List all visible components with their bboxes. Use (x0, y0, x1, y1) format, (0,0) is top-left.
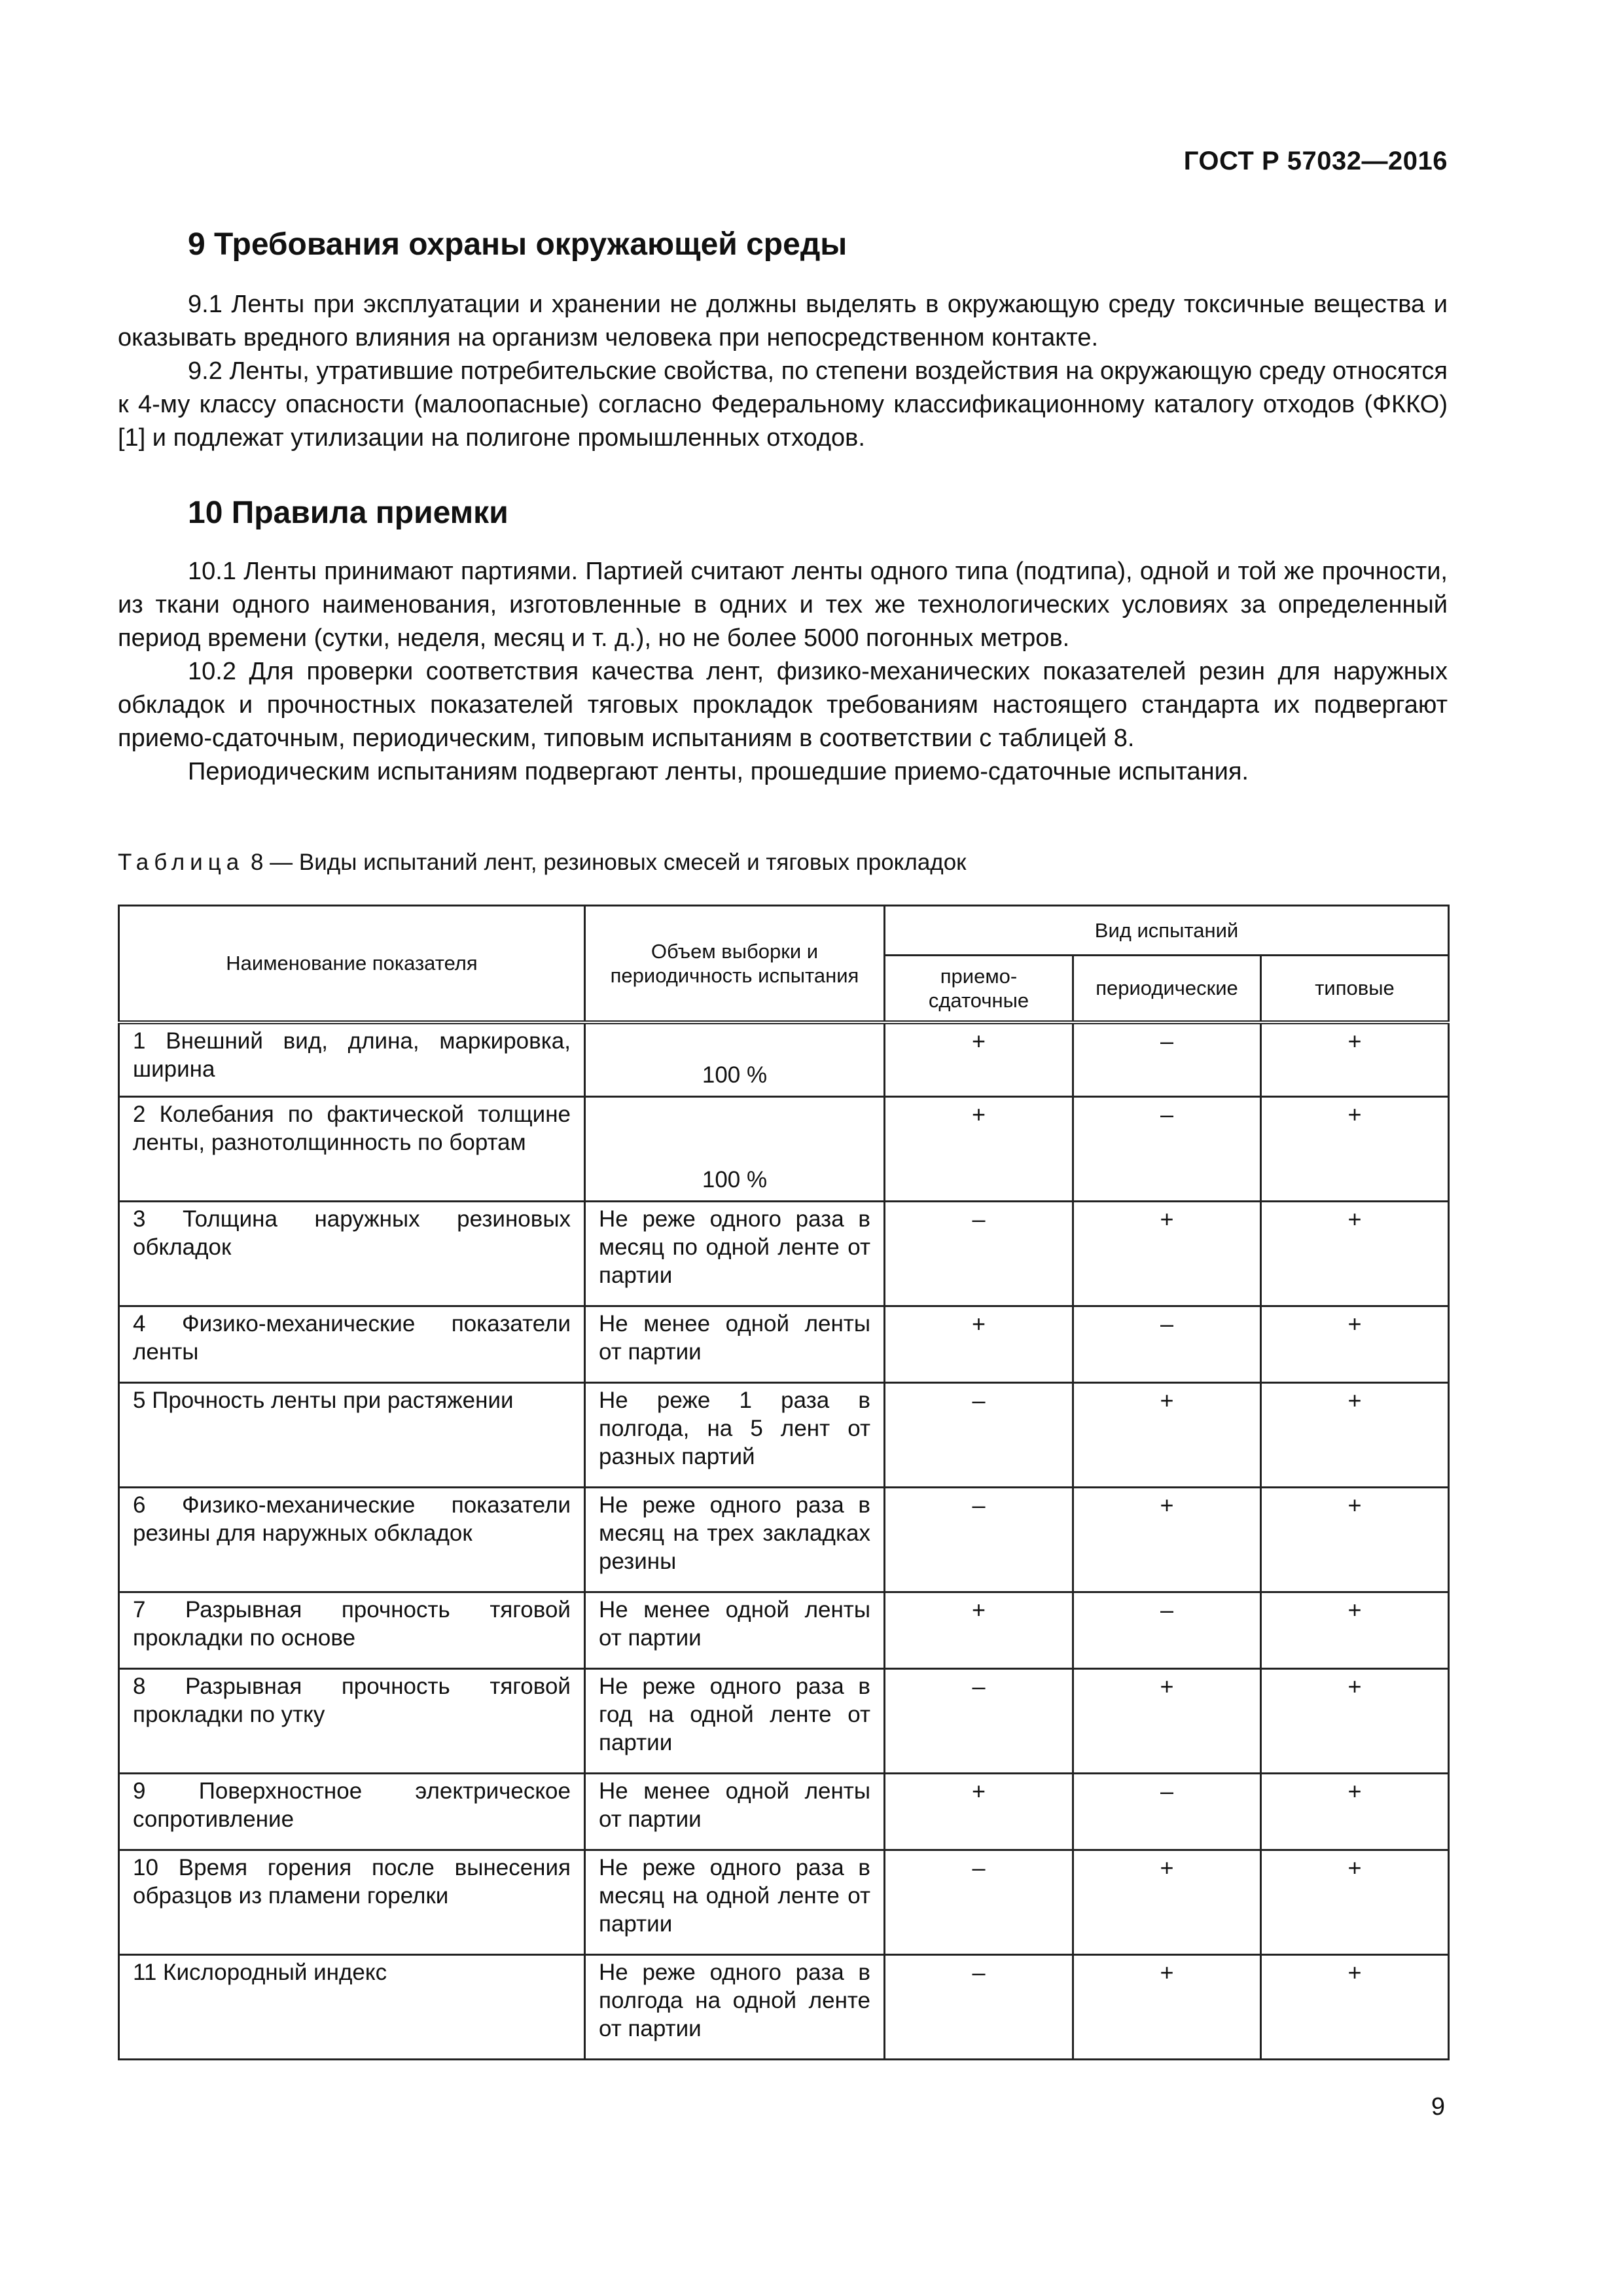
row-type-test-mark: + (1261, 1097, 1449, 1202)
row-sample: 100 % (585, 1097, 885, 1202)
row-name: 8 Разрывная прочность тяговой прокладки по утку (119, 1669, 585, 1774)
paragraph-10-3: Периодическим испытаниям подвергают ленты, прошедшие приемо-сдаточные испытания. (188, 758, 1249, 785)
header-sample: Объем выборки и периодичность испытания (585, 906, 885, 1022)
row-periodic-mark: + (1073, 1850, 1261, 1955)
row-periodic-mark: – (1073, 1022, 1261, 1097)
row-type-test-mark: + (1261, 1774, 1449, 1850)
row-type-test-mark: + (1261, 1306, 1449, 1383)
table-row (119, 1592, 1449, 1669)
row-type-test-mark: + (1261, 1955, 1449, 2060)
row-periodic-mark: – (1073, 1097, 1261, 1202)
row-sample: Не реже одного раза в полгода на одной ленте от партии (585, 1955, 885, 2060)
row-sample: Не менее одной ленты от партии (585, 1306, 885, 1383)
section-9-body (118, 288, 1448, 455)
table-row (119, 1306, 1449, 1383)
test-types-table (118, 905, 1450, 2060)
row-periodic-mark: – (1073, 1306, 1261, 1383)
header-acceptance: приемо-сдаточные (885, 956, 1073, 1022)
row-name: 6 Физико-механические показатели резины для наружных обкладок (119, 1488, 585, 1592)
paragraph-9-2: 9.2 Ленты, утратившие потребительские свойства, по степени воздействия на окружающую среду относятся к 4-му классу опасности (малоопасные) согласно Федеральному классификационному каталогу отходов (ФККО) [1] и подлежат утилизации на полигоне промышленных отходов. (118, 357, 1448, 452)
table-row (119, 1202, 1449, 1306)
row-acceptance-mark: + (885, 1306, 1073, 1383)
row-periodic-mark: + (1073, 1669, 1261, 1774)
table-row (119, 1955, 1449, 2060)
row-name: 4 Физико-механические показатели ленты (119, 1306, 585, 1383)
row-acceptance-mark: + (885, 1774, 1073, 1850)
table-row (119, 1669, 1449, 1774)
row-name: 7 Разрывная прочность тяговой прокладки по основе (119, 1592, 585, 1669)
row-periodic-mark: + (1073, 1955, 1261, 2060)
row-acceptance-mark: + (885, 1022, 1073, 1097)
row-name: 11 Кислородный индекс (119, 1955, 585, 2060)
row-name: 3 Толщина наружных резиновых обкладок (119, 1202, 585, 1306)
row-type-test-mark: + (1261, 1592, 1449, 1669)
row-type-test-mark: + (1261, 1488, 1449, 1592)
standard-code: ГОСТ Р 57032—2016 (1183, 147, 1448, 175)
row-acceptance-mark: – (885, 1955, 1073, 2060)
row-acceptance-mark: + (885, 1592, 1073, 1669)
table-row (119, 1383, 1449, 1488)
header-type-test: типовые (1261, 956, 1449, 1022)
row-type-test-mark: + (1261, 1202, 1449, 1306)
paragraph-10-2: 10.2 Для проверки соответствия качества лент, физико-механических показателей резин для наружных обкладок и прочностных показателей тяговых прокладок требованиям настоящего стандарта их подвергают приемо-сдаточным, периодическим, типовым испытаниям в соответствии с таблицей 8. (118, 658, 1448, 752)
row-sample: Не реже 1 раза в полгода, на 5 лент от разных партий (585, 1383, 885, 1488)
row-sample: Не реже одного раза в месяц по одной ленте от партии (585, 1202, 885, 1306)
table-row (119, 1488, 1449, 1592)
row-sample: 100 % (585, 1022, 885, 1097)
row-name: 1 Внешний вид, длина, маркировка, ширина (119, 1022, 585, 1097)
row-sample: Не менее одной ленты от партии (585, 1774, 885, 1850)
row-periodic-mark: + (1073, 1488, 1261, 1592)
row-periodic-mark: + (1073, 1202, 1261, 1306)
header-test-type: Вид испытаний (885, 906, 1449, 956)
row-periodic-mark: + (1073, 1383, 1261, 1488)
row-type-test-mark: + (1261, 1669, 1449, 1774)
row-periodic-mark: – (1073, 1592, 1261, 1669)
row-acceptance-mark: – (885, 1202, 1073, 1306)
row-sample: Не реже одного раза в год на одной ленте от партии (585, 1669, 885, 1774)
row-acceptance-mark: – (885, 1850, 1073, 1955)
row-type-test-mark: + (1261, 1383, 1449, 1488)
row-type-test-mark: + (1261, 1850, 1449, 1955)
row-type-test-mark: + (1261, 1022, 1449, 1097)
section-10-body (118, 555, 1448, 789)
header-name: Наименование показателя (119, 906, 585, 1022)
row-sample: Не реже одного раза в месяц на трех закладках резины (585, 1488, 885, 1592)
table-caption (118, 850, 966, 876)
row-sample: Не реже одного раза в месяц на одной ленте от партии (585, 1850, 885, 1955)
section-10-title: 10 Правила приемки (188, 495, 508, 530)
row-acceptance-mark: – (885, 1669, 1073, 1774)
table-row (119, 1097, 1449, 1202)
table-row (119, 1022, 1449, 1097)
table-caption-text: 8 — Виды испытаний лент, резиновых смесей и тяговых прокладок (250, 850, 967, 875)
table-caption-label: Таблица (118, 850, 245, 875)
header-periodic: периодические (1073, 956, 1261, 1022)
row-acceptance-mark: + (885, 1097, 1073, 1202)
table-row (119, 1850, 1449, 1955)
paragraph-9-1: 9.1 Ленты при эксплуатации и хранении не должны выделять в окружающую среду токсичные вещества и оказывать вредного влияния на организм человека при непосредственном контакте. (118, 291, 1448, 351)
row-acceptance-mark: – (885, 1488, 1073, 1592)
table-row (119, 1774, 1449, 1850)
section-9-title: 9 Требования охраны окружающей среды (188, 227, 847, 262)
row-periodic-mark: – (1073, 1774, 1261, 1850)
row-acceptance-mark: – (885, 1383, 1073, 1488)
row-name: 10 Время горения после вынесения образцов из пламени горелки (119, 1850, 585, 1955)
row-name: 5 Прочность ленты при растяжении (119, 1383, 585, 1488)
row-name: 2 Колебания по фактической толщине ленты, разнотолщинность по бортам (119, 1097, 585, 1202)
page-number: 9 (1431, 2093, 1445, 2121)
paragraph-10-1: 10.1 Ленты принимают партиями. Партией считают ленты одного типа (подтипа), одной и той же прочности, из ткани одного наименования, изготовленные в одних и тех же технологических условиях за определенный период времени (сутки, неделя, месяц и т. д.), но не более 5000 погонных метров. (118, 558, 1448, 652)
row-name: 9 Поверхностное электрическое сопротивление (119, 1774, 585, 1850)
row-sample: Не менее одной ленты от партии (585, 1592, 885, 1669)
